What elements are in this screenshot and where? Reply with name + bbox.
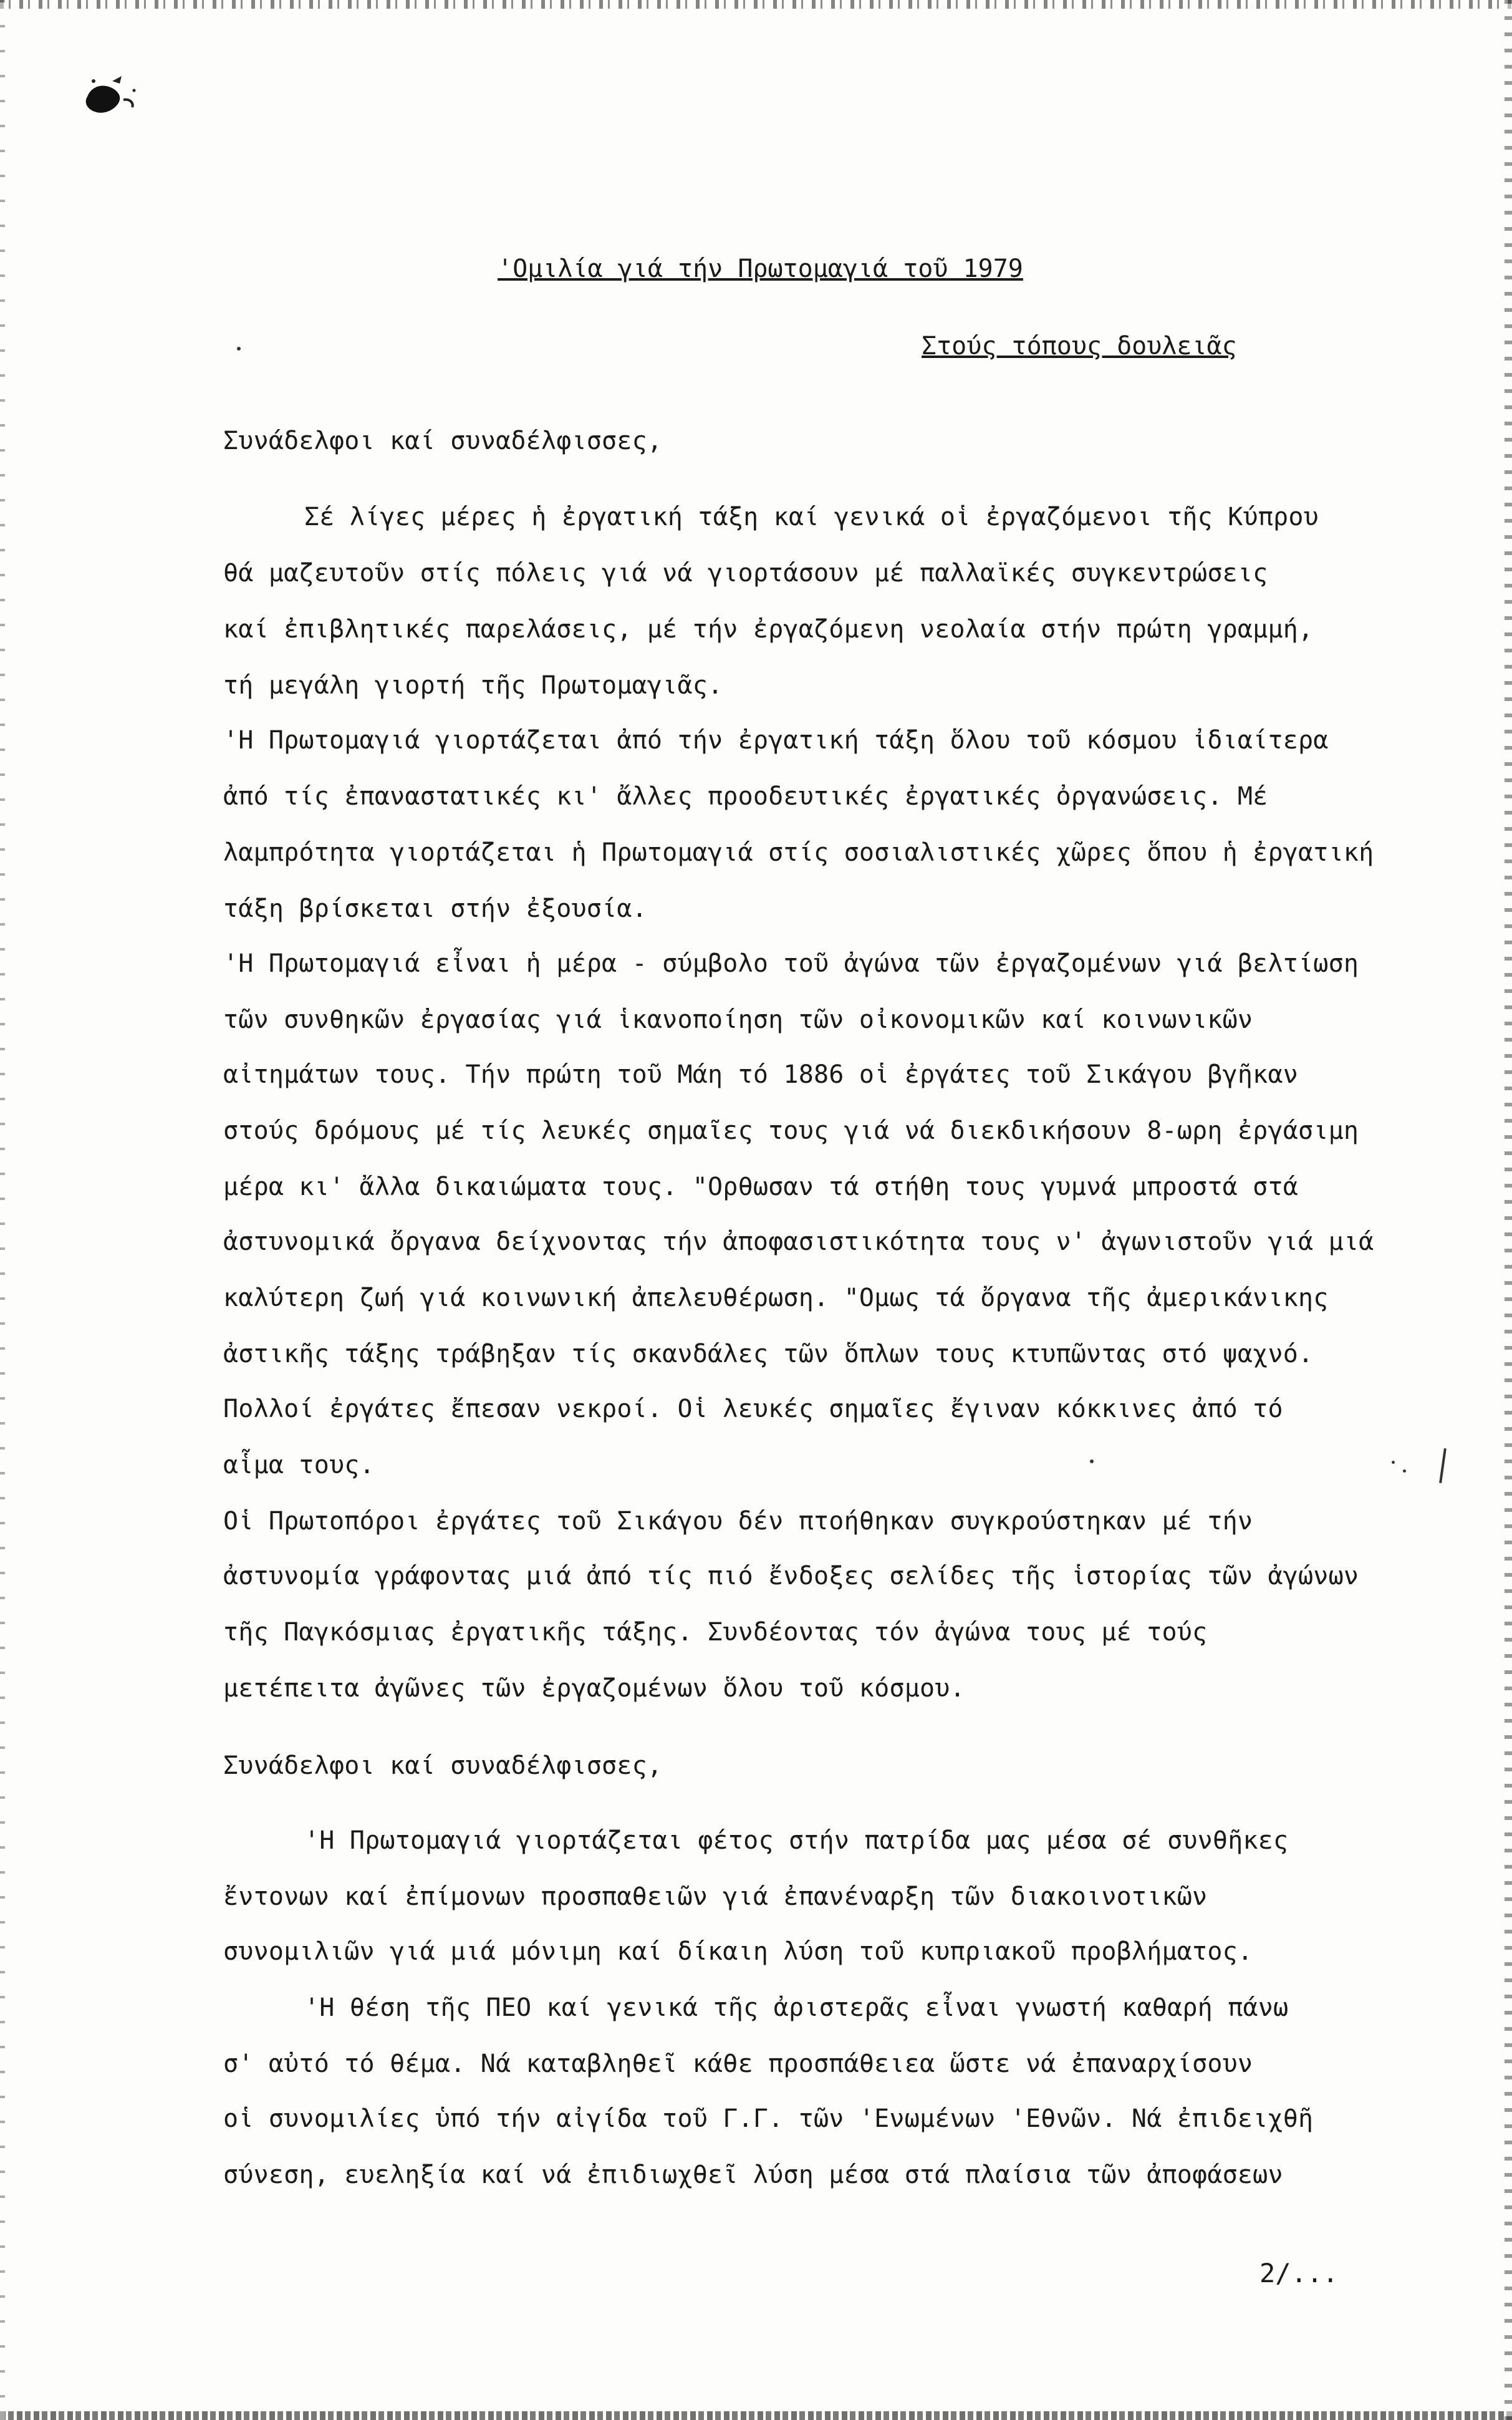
- text-line: μετέπειτα ἀγῶνες τῶν ἐργαζομένων ὅλου τοῦ κόσμου.: [223, 1674, 965, 1703]
- text-line: ἀστυνομικά ὄργανα δείχνοντας τήν ἀποφασιστικότητα τους ν' ἀγωνιστοῦν γιά μιά: [223, 1227, 1374, 1256]
- ink-smudge-icon: [75, 69, 143, 125]
- text-line: σύνεση, ευεληξία καί νά ἐπιδιωχθεῖ λύση μέσα στά πλαίσια τῶν ἀποφάσεων: [223, 2161, 1283, 2189]
- scan-speck: [1403, 1469, 1406, 1473]
- text-line: ἀστυνομία γράφοντας μιά ἀπό τίς πιό ἔνδοξες σελίδες τῆς ἱστορίας τῶν ἀγώνων: [223, 1562, 1359, 1590]
- scan-speck: [1392, 1461, 1395, 1464]
- text-line: Πολλοί ἐργάτες ἔπεσαν νεκροί. Οἱ λευκές σημαῖες ἔγιναν κόκκινες ἀπό τό: [223, 1395, 1283, 1423]
- margin-mark: [1439, 1448, 1447, 1483]
- scan-edge-bottom: [0, 2411, 1512, 2420]
- document-title: 'Ομιλία γιά τήν Πρωτομαγιά τοῦ 1979: [498, 254, 1023, 283]
- text-line: τῆς Παγκόσμιας ἐργατικῆς τάξης. Συνδέοντας τόν ἀγώνα τους μέ τούς: [223, 1618, 1208, 1647]
- scan-edge-left: [0, 0, 5, 2420]
- text-line: ἔντονων καί ἐπίμονων προσπαθειῶν γιά ἐπανέναρξη τῶν διακοινοτικῶν: [223, 1882, 1208, 1911]
- scan-speck: [237, 347, 241, 351]
- text-line: στούς δρόμους μέ τίς λευκές σημαῖες τους γιά νά διεκδικήσουν 8-ωρη ἐργάσιμη: [223, 1116, 1359, 1145]
- text-line: 'Η Πρωτομαγιά εἶναι ἡ μέρα - σύμβολο τοῦ ἀγώνα τῶν ἐργαζομένων γιά βελτίωση: [223, 949, 1359, 978]
- text-line: ἀπό τίς ἐπαναστατικές κι' ἄλλες προοδευτικές ἐργατικές ὀργανώσεις. Μέ: [223, 782, 1268, 811]
- text-line: Σέ λίγες μέρες ἡ ἐργατική τάξη καί γενικά οἱ ἐργαζόμενοι τῆς Κύπρου: [304, 503, 1319, 531]
- scan-edge-top: [0, 0, 1512, 9]
- salutation-1: Συνάδελφοι καί συναδέλφισσες,: [223, 427, 663, 455]
- salutation-2: Συνάδελφοι καί συναδέλφισσες,: [223, 1751, 663, 1780]
- text-line: τή μεγάλη γιορτή τῆς Πρωτομαγιᾶς.: [223, 671, 723, 700]
- text-line: οἱ συνομιλίες ὑπό τήν αἰγίδα τοῦ Γ.Γ. τῶν 'Ενωμένων 'Εθνῶν. Νά ἐπιδειχθῆ: [223, 2104, 1314, 2133]
- text-line: αἰτημάτων τους. Τήν πρώτη τοῦ Μάη τό 1886 οἱ ἐργάτες τοῦ Σικάγου βγῆκαν: [223, 1060, 1299, 1089]
- text-line: καί ἐπιβλητικές παρελάσεις, μέ τήν ἐργαζόμενη νεολαία στήν πρώτη γραμμή,: [223, 615, 1314, 644]
- text-line: λαμπρότητα γιορτάζεται ἡ Πρωτομαγιά στίς σοσιαλιστικές χῶρες ὅπου ἡ ἐργατική: [223, 838, 1374, 867]
- text-line: Οἱ Πρωτοπόροι ἐργάτες τοῦ Σικάγου δέν πτοήθηκαν συγκρούστηκαν μέ τήν: [223, 1507, 1253, 1536]
- text-line: τῶν συνθηκῶν ἐργασίας γιά ἱκανοποίηση τῶν οἰκονομικῶν καί κοινωνικῶν: [223, 1005, 1253, 1034]
- text-line: 'Η θέση τῆς ΠΕΟ καί γενικά τῆς ἀριστερᾶς εἶναι γνωστή καθαρή πάνω: [304, 1993, 1289, 2022]
- text-line: σ' αὐτό τό θέμα. Νά καταβληθεῖ κάθε προσπάθειεα ὥστε νά ἐπαναρχίσουν: [223, 2050, 1253, 2078]
- page-number: 2/...: [1259, 2258, 1339, 2288]
- scan-edge-right: [1505, 0, 1512, 2420]
- text-line: θά μαζευτοῦν στίς πόλεις γιά νά γιορτάσουν μέ παλλαϊκές συγκεντρώσεις: [223, 559, 1268, 588]
- text-line: αἷμα τους.: [223, 1451, 375, 1479]
- text-line: 'Η Πρωτομαγιά γιορτάζεται φέτος στήν πατρίδα μας μέσα σέ συνθῆκες: [304, 1826, 1289, 1855]
- text-line: συνομιλιῶν γιά μιά μόνιμη καί δίκαιη λύση τοῦ κυπριακοῦ προβλήματος.: [223, 1937, 1253, 1966]
- text-line: τάξη βρίσκεται στήν ἐξουσία.: [223, 894, 647, 923]
- text-line: καλύτερη ζωή γιά κοινωνική ἀπελευθέρωση. "Ομως τά ὄργανα τῆς ἀμερικάνικης: [223, 1284, 1329, 1312]
- text-line: ἀστικῆς τάξης τράβηξαν τίς σκανδάλες τῶν ὅπλων τους κτυπῶντας στό ψαχνό.: [223, 1340, 1314, 1368]
- scan-speck: [1090, 1459, 1094, 1463]
- document-subtitle: Στούς τόπους δουλειᾶς: [922, 332, 1237, 361]
- text-line: 'Η Πρωτομαγιά γιορτάζεται ἀπό τήν ἐργατική τάξη ὅλου τοῦ κόσμου ἰδιαίτερα: [223, 726, 1329, 755]
- text-line: μέρα κι' ἄλλα δικαιώματα τους. "Ορθωσαν τά στήθη τους γυμνά μπροστά στά: [223, 1173, 1299, 1201]
